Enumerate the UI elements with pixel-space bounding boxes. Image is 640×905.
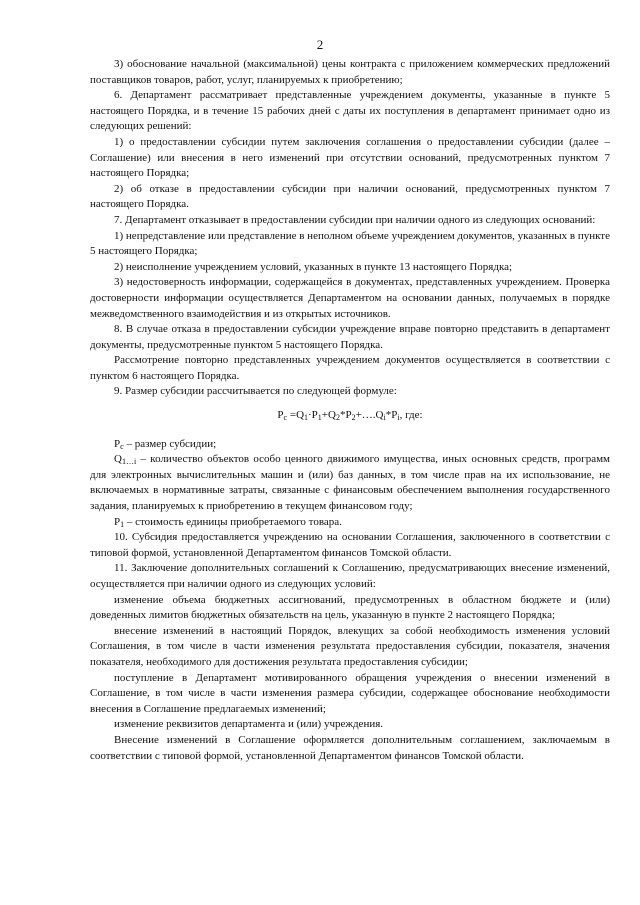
document-body	[90, 57, 610, 764]
paragraph-7-item-3: 3) недостоверность информации, содержащейся в документах, представленных учреждением. Проверка достоверности информации осуществляется Департаментом на основании данных, получаемых в порядке межведомственного взаимодействия и из открытых источников.	[90, 276, 610, 320]
paragraph-6-item-2: 2) об отказе в предоставлении субсидии при наличии оснований, предусмотренных пунктом 7 настоящего Порядка.	[90, 182, 610, 211]
paragraph-11-condition-b: внесение изменений в настоящий Порядок, влекущих за собой необходимость изменения условий Соглашения, в том числе в части изменения результата предоставления субсидии, показателя, значения показателя, необходимого для достижения результата предоставления субсидии;	[90, 624, 610, 668]
paragraph-6: 6. Департамент рассматривает представленные учреждением документы, указанные в пункте 5 настоящего Порядка, и в течение 15 рабочих дней с даты их поступления в департамент принимает одно из следующих решений:	[90, 89, 610, 133]
paragraph-9: 9. Размер субсидии рассчитывается по следующей формуле:	[114, 385, 397, 398]
paragraph-11-condition-d: изменение реквизитов департамента и (или) учреждения.	[114, 718, 384, 731]
definition-p1-sub: 1	[120, 519, 125, 529]
definition-q-symbol: Q	[114, 453, 122, 466]
formula-sub-c: с	[283, 413, 288, 423]
definition-pc-sub: с	[120, 441, 124, 451]
paragraph-6-item-1: 1) о предоставлении субсидии путем заключения соглашения о предоставлении субсидии (далее – Соглашение) или внесения в него изменений при отсутствии оснований, предусмотренных пунктом 7 настоящего Порядка;	[90, 135, 610, 180]
paragraph-7-item-2: 2) неисполнение учреждением условий, указанных в пункте 13 настоящего Порядка;	[114, 260, 513, 273]
paragraph-11-amendment: Внесение изменений в Соглашение оформляется дополнительным соглашением, заключаемым в соответствии с типовой формой, установленной Департаментом финансов Томской области.	[90, 733, 610, 762]
definition-pc-text: – размер субсидии;	[123, 437, 217, 450]
formula-plus-q: +Q	[321, 409, 336, 422]
formula-sub-2: 2	[335, 413, 340, 423]
formula-sub-i: i	[383, 413, 386, 423]
definition-pc	[90, 437, 610, 453]
definition-p1-symbol: P	[114, 515, 121, 528]
formula-sub-1b: 1	[317, 413, 322, 423]
formula-sub-2b: 2	[351, 413, 356, 423]
paragraph-8-continued: Рассмотрение повторно представленных учреждением документов осуществляется в соответствии с пунктом 6 настоящего Порядка.	[90, 354, 610, 382]
paragraph-11: 11. Заключение дополнительных соглашений к Соглашению, предусматривающих внесение изменений, осуществляется при наличии одного из следующих условий:	[90, 562, 610, 590]
paragraph-8: 8. В случае отказа в предоставлении субсидии учреждение вправе повторно представить в департамент документы, предусмотренные пунктом 5 настоящего Порядка.	[90, 323, 610, 351]
formula-star-p: *P	[339, 409, 352, 422]
formula-p: P	[277, 409, 284, 422]
definition-p1	[90, 515, 610, 531]
formula-dots-q: +….Q	[355, 409, 384, 422]
formula-star-pi: *P	[385, 409, 398, 422]
formula-dot-p: ·P	[308, 409, 318, 422]
definition-q	[90, 452, 610, 514]
page-number: 2	[316, 37, 324, 52]
paragraph-10: 10. Субсидия предоставляется учреждению на основании Соглашения, заключенного в соответствии с типовой формой, установленной Департаментом финансов Томской области.	[90, 531, 610, 559]
definition-q-sub: 1…i	[121, 457, 137, 467]
formula-eq-q: =Q	[287, 409, 305, 422]
definition-p1-text: – стоимость единицы приобретаемого товара.	[124, 515, 342, 528]
formula-sub-ib: i	[397, 413, 400, 423]
subsidy-formula	[90, 408, 610, 424]
paragraph-7-item-1: 1) непредставление или представление в неполном объеме учреждением документов, указанных в пункте 5 настоящего Порядка;	[90, 229, 610, 258]
paragraph-3-justification: 3) обоснование начальной (максимальной) цены контракта с приложением коммерческих предложений поставщиков товаров, работ, услуг, планируемых к приобретению;	[90, 58, 610, 86]
paragraph-7: 7. Департамент отказывает в предоставлении субсидии при наличии одного из следующих оснований:	[114, 213, 596, 226]
formula-sub-1: 1	[304, 413, 309, 423]
paragraph-11-condition-a: изменение объема бюджетных ассигнований, предусмотренных в областном бюджете и (или) доведенных лимитов бюджетных обязательств на цель, указанную в пункте 2 настоящего Порядка;	[90, 593, 610, 622]
paragraph-11-condition-c: поступление в Департамент мотивированного обращения учреждения о внесении изменений в Соглашение, в том числе в части изменения размера субсидии, содержащее обоснование необходимости внесения в Соглашение предлагаемых изменений;	[90, 671, 610, 715]
formula-tail: , где:	[399, 409, 423, 422]
definition-q-text: – количество объектов особо ценного движимого имущества, иных основных средств, программ для электронных вычислительных машин и (или) баз данных, в том числе прав на их использование, не включаемых в нормативные затраты, связанные с финансовым обеспечением выполнения государственного задания, планируемых к приобретению в текущем финансовом году;	[90, 453, 610, 513]
definition-pc-symbol: P	[114, 437, 121, 450]
